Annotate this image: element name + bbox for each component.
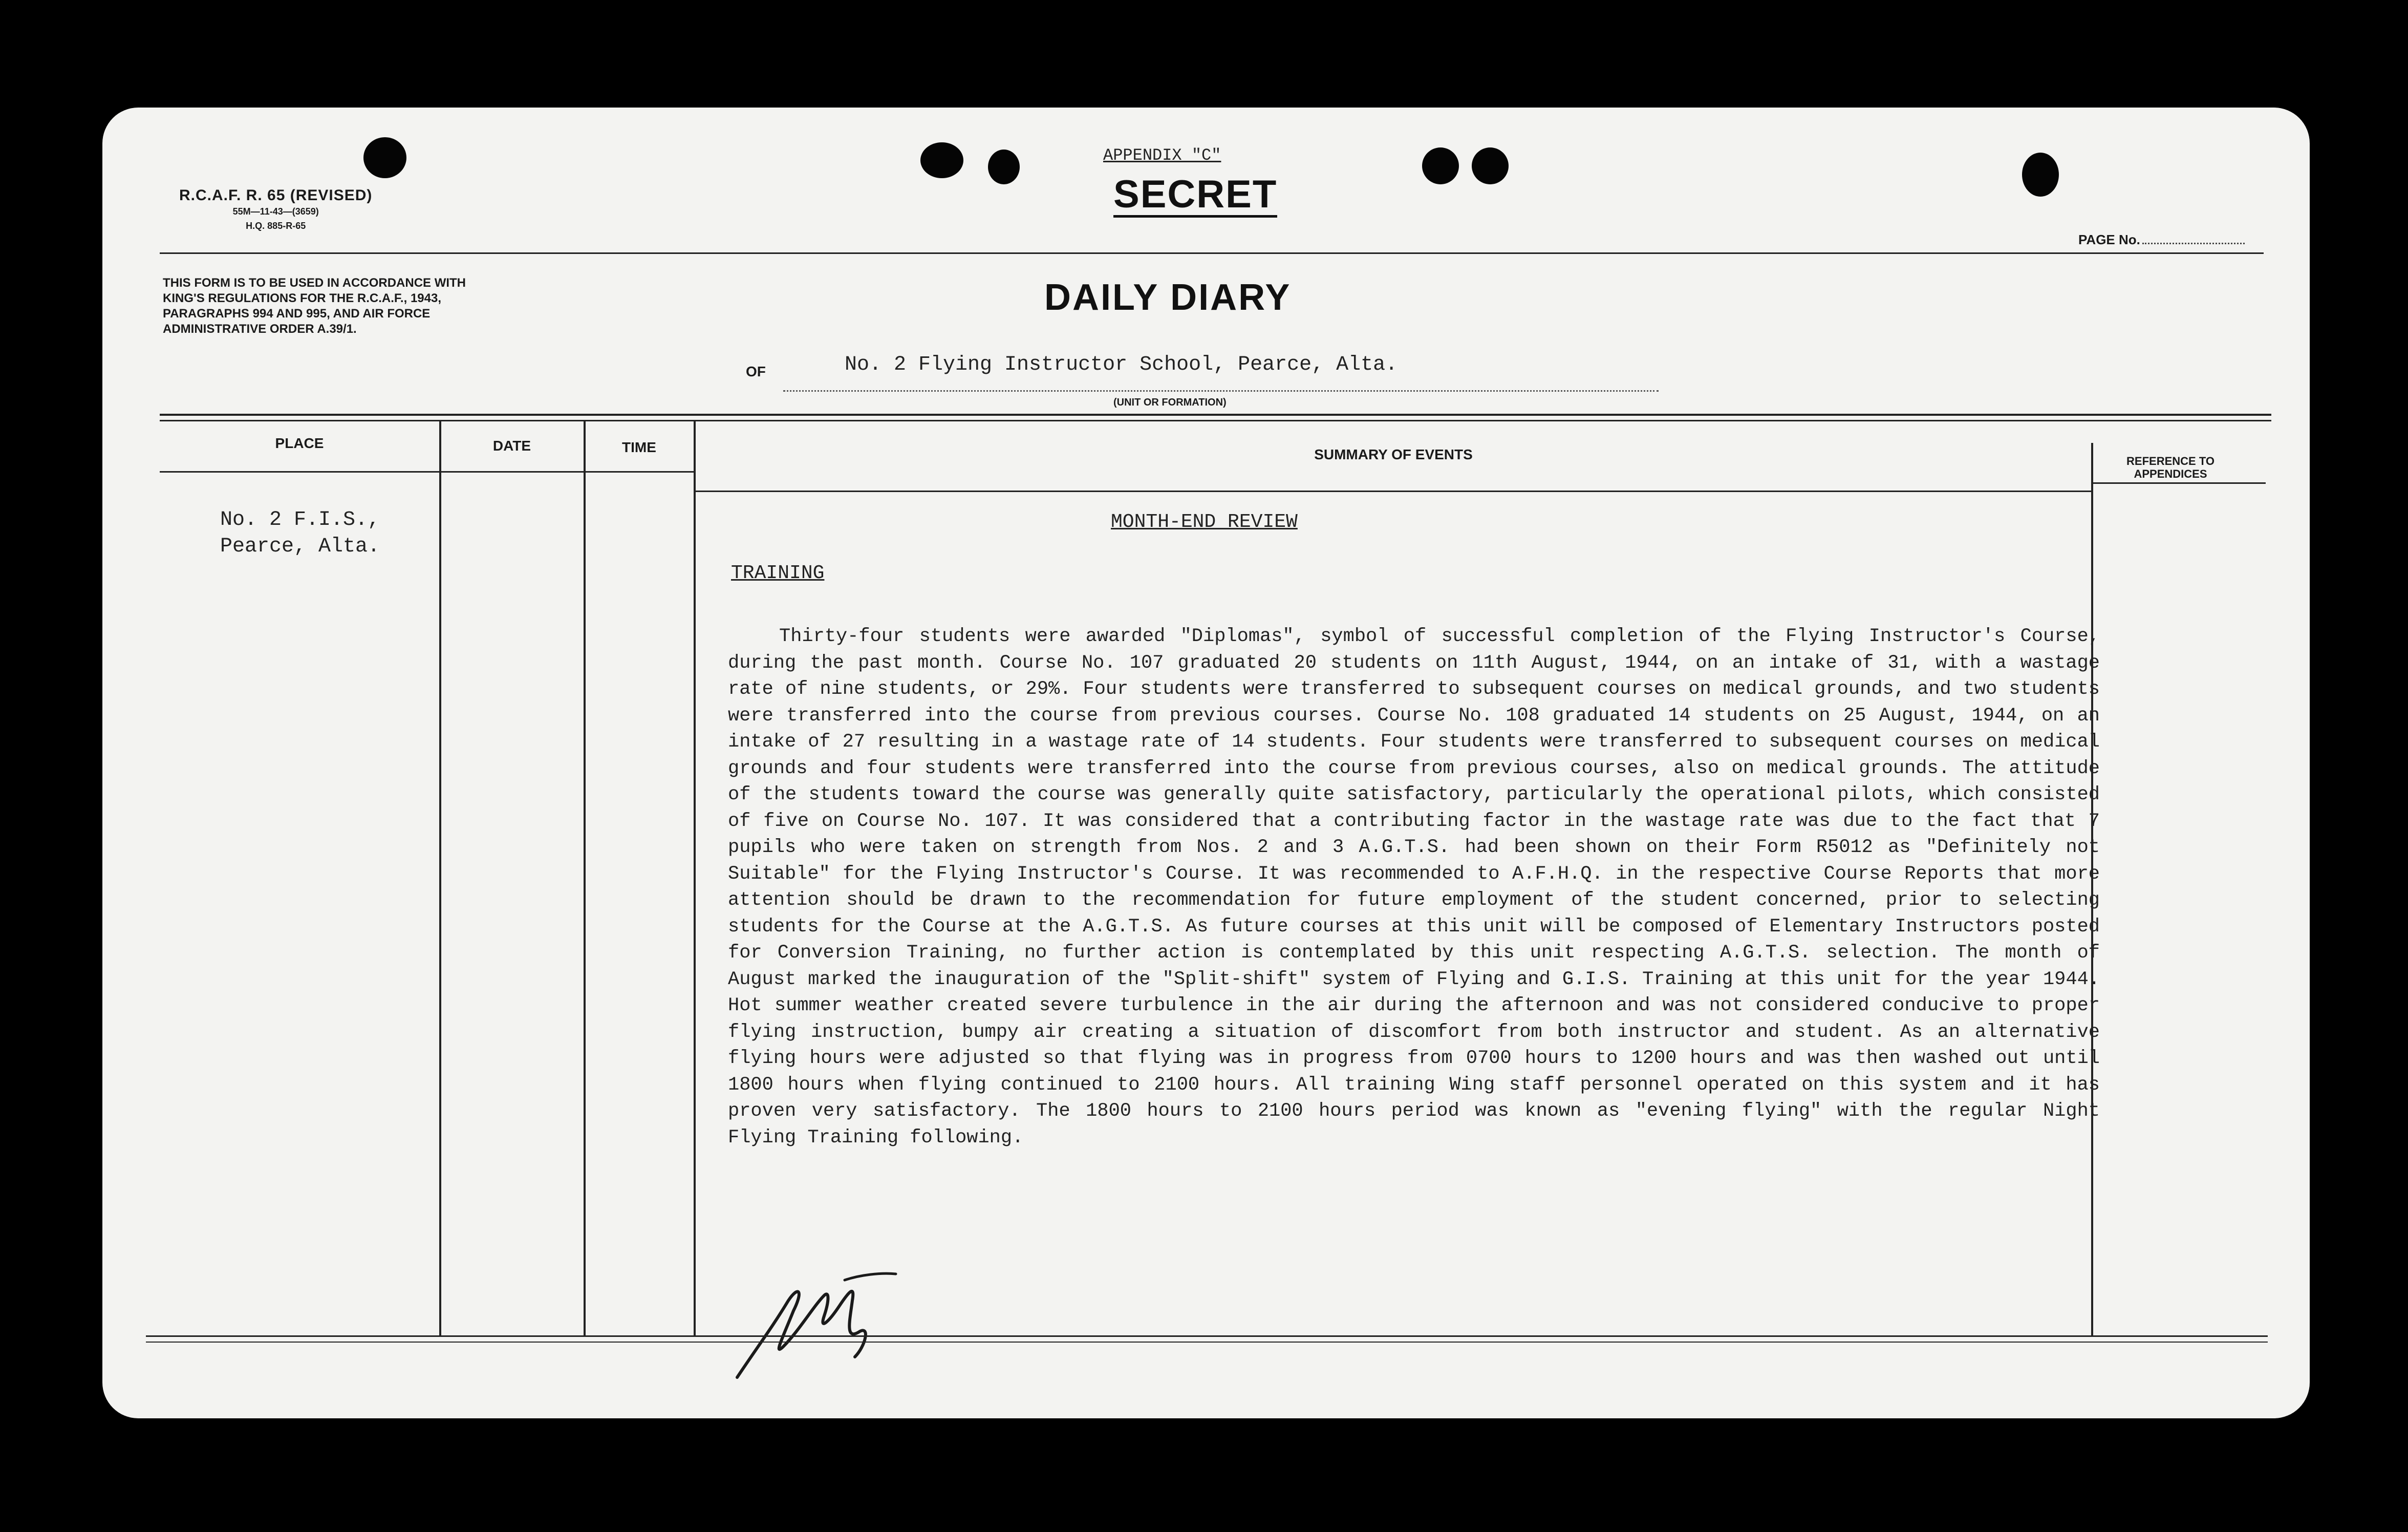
review-title: MONTH-END REVIEW bbox=[1111, 511, 1298, 533]
unit-name: No. 2 Flying Instructor School, Pearce, Alta. bbox=[845, 353, 1398, 376]
column-divider bbox=[694, 421, 696, 1336]
signature-mark bbox=[727, 1270, 911, 1382]
diary-form-card bbox=[102, 108, 2310, 1418]
header-row-rule bbox=[2093, 482, 2266, 484]
punch-hole bbox=[1472, 147, 1509, 184]
form-instruction: THIS FORM IS TO BE USED IN ACCORDANCE WITH KING'S REGULATIONS FOR THE R.C.A.F., 1943, PARAGRAPHS 994 AND 995, AND AIR FORCE ADMINISTRATIVE ORDER A.39/1. bbox=[163, 276, 466, 336]
place-line: No. 2 F.I.S., bbox=[220, 508, 380, 531]
form-number: R.C.A.F. R. 65 (REVISED) bbox=[179, 187, 373, 204]
column-header-place: PLACE bbox=[275, 435, 324, 451]
page-number-field bbox=[2078, 232, 2245, 248]
reference-header-line2: APPENDICES bbox=[2134, 467, 2207, 480]
unit-of-label: OF bbox=[746, 364, 766, 379]
classification-stamp: SECRET bbox=[1113, 174, 1277, 218]
summary-body: Thirty-four students were awarded "Diplomas", symbol of successful completion of the Flying Instructor's Course, during the past month. Course No. 107 graduated 20 students on 11th August, 1944, on an intake of 31, with a wastage rate of nine students, or 29%. Four students were transferred to subsequent courses on medical grounds, and two students were transferred into the course from previous courses. Course No. 108 graduated 14 students on 25 August, 1944, on an intake of 27 resulting in a wastage rate of 14 students. Four students were transferred to subsequent courses on medical grounds and four students were transferred into the course from previous courses, also on medical grounds. The attitude of the students toward the course was generally quite satisfactory, particularly the operational pilots, which consisted of five on Course No. 107. It was considered that a contributing factor in the wastage rate was due to the fact that 7 pupils who were taken on strength from Nos. 2 and 3 A.G.T.S. had been shown on their Form R5012 as "Definitely not Suitable" for the Flying Instructor's Course. It was recommended to A.F.H.Q. in the respective Course Reports that more attention should be drawn to the recommendation for future employment of the student concerned, prior to selecting students for the Course at the A.G.T.S. As future courses at this unit will be composed of Elementary Instructors posted for Conversion Training, no further action is contemplated by this unit respecting A.G.T.S. selection. The month of August marked the inauguration of the "Split-shift" system of Flying and G.I.S. Training at this unit for the year 1944. Hot summer weather created severe turbulence in the air during the afternoon and was not considered conducive to proper flying instruction, bumpy air creating a situation of discomfort from both instructor and student. As an alternative flying hours were adjusted so that flying was in progress from 0700 hours to 1200 hours and was then washed out until 1800 hours when flying continued to 2100 hours. All training Wing staff personnel operated on this system and it has proven very satisfactory. The 1800 hours to 2100 hours period was known as "evening flying" with the regular Night Flying Training following. bbox=[728, 626, 2100, 1148]
header-rule bbox=[160, 252, 2264, 254]
page-title: DAILY DIARY bbox=[1044, 277, 1292, 318]
column-header-reference bbox=[2094, 455, 2247, 480]
form-identifier bbox=[179, 187, 372, 233]
form-code: 55M—11-43—(3659) bbox=[232, 206, 319, 217]
column-divider bbox=[584, 421, 586, 1336]
punch-hole bbox=[920, 142, 963, 178]
table-bottom-rule bbox=[146, 1335, 2268, 1337]
punch-hole bbox=[2022, 153, 2059, 197]
column-header-date: DATE bbox=[492, 438, 531, 454]
appendix-label: APPENDIX "C" bbox=[1103, 146, 1221, 165]
unit-underline bbox=[783, 390, 1659, 392]
column-header-summary: SUMMARY OF EVENTS bbox=[1314, 446, 1473, 462]
entry-place bbox=[220, 507, 380, 560]
header-row-rule bbox=[160, 471, 695, 473]
table-bottom-rule-inner bbox=[146, 1342, 2268, 1343]
page-number-blank bbox=[2142, 243, 2245, 244]
header-row-rule bbox=[695, 491, 2092, 492]
table-top-rule bbox=[160, 414, 2271, 416]
column-header-time: TIME bbox=[622, 439, 656, 455]
hq-reference: H.Q. 885-R-65 bbox=[246, 221, 306, 231]
reference-header-line1: REFERENCE TO bbox=[2126, 455, 2214, 467]
column-divider bbox=[439, 421, 441, 1336]
punch-hole bbox=[363, 137, 406, 178]
page-number-label: PAGE No. bbox=[2078, 232, 2140, 247]
table-top-rule-inner bbox=[160, 420, 2271, 421]
section-heading: TRAINING bbox=[731, 562, 825, 584]
punch-hole bbox=[988, 150, 1020, 184]
place-line: Pearce, Alta. bbox=[220, 535, 380, 558]
punch-hole bbox=[1422, 147, 1459, 184]
unit-caption: (UNIT OR FORMATION) bbox=[1113, 397, 1227, 408]
